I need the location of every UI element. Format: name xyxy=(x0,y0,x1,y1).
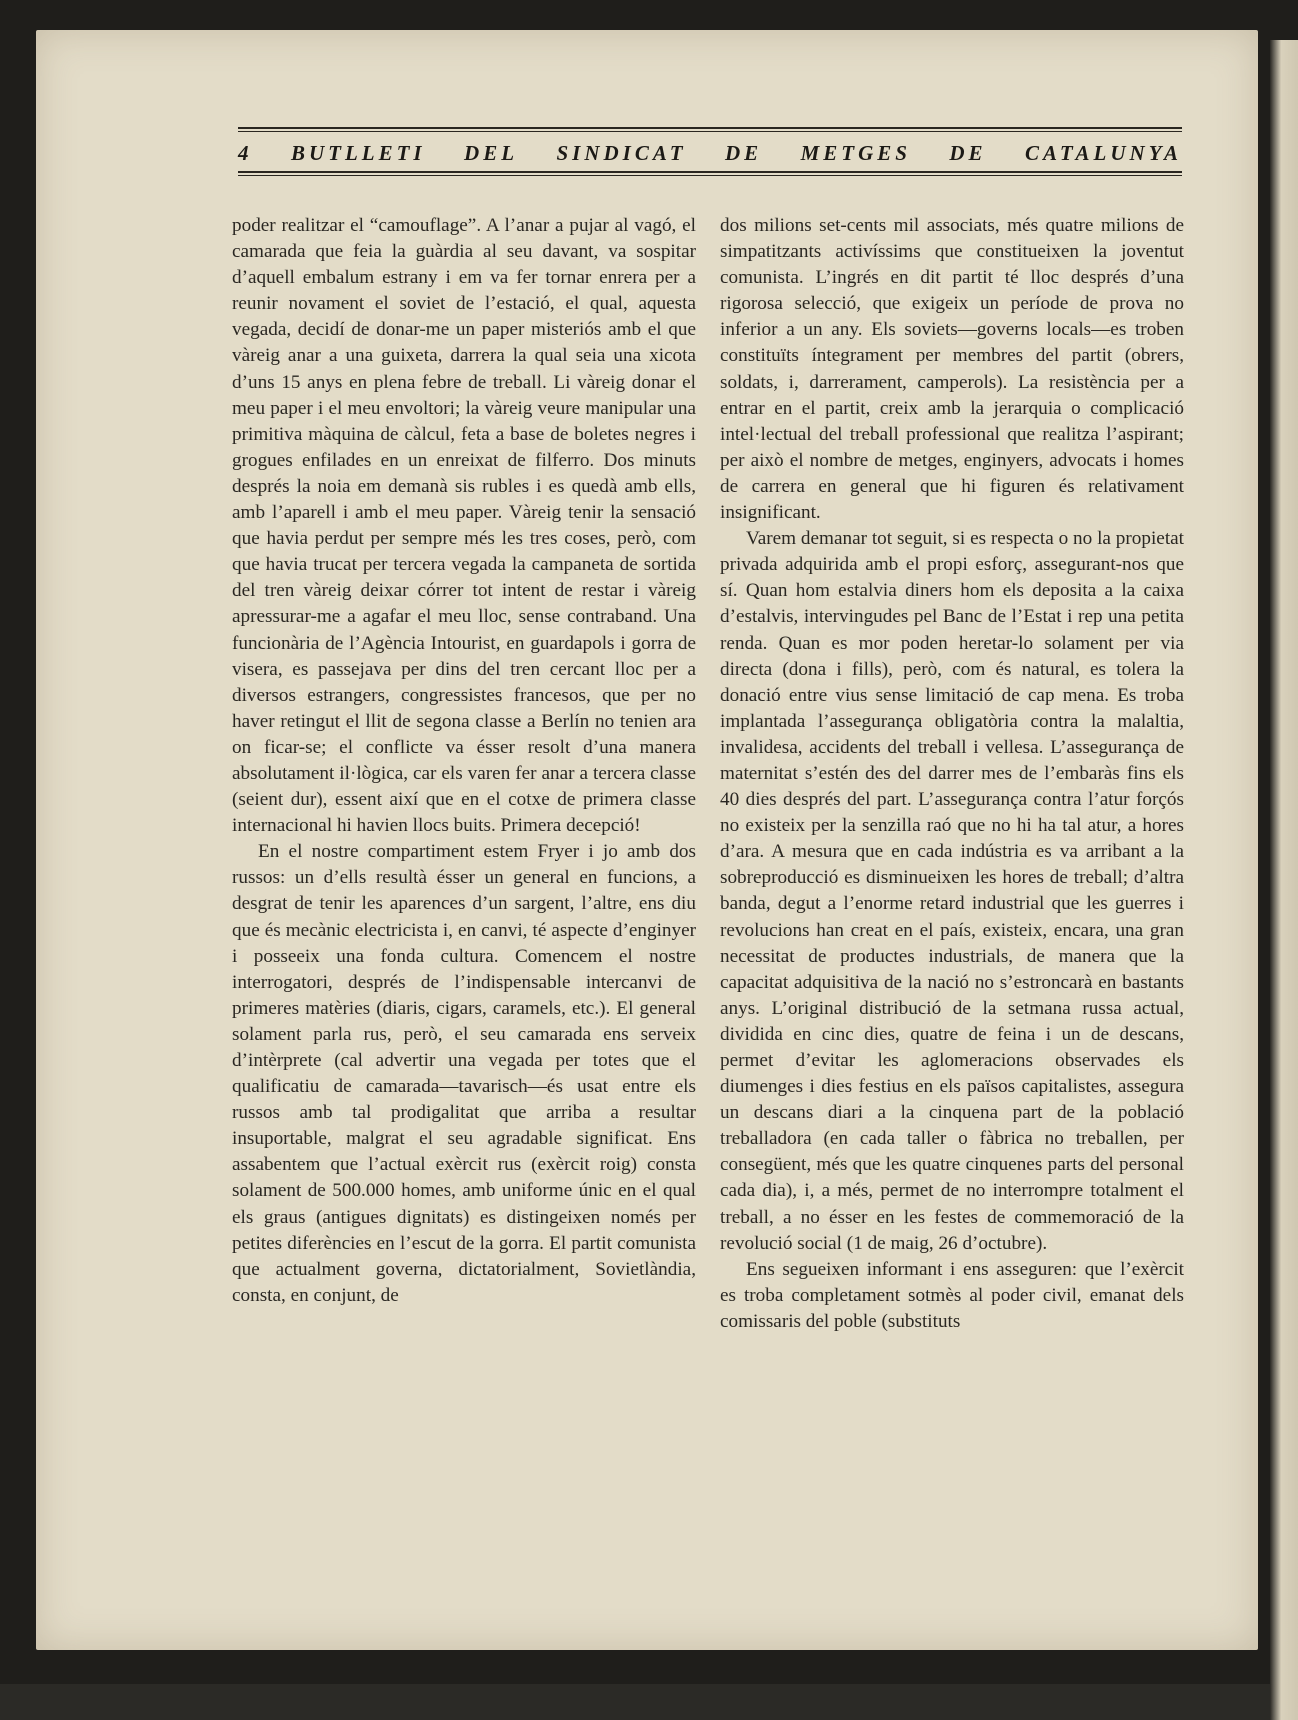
header-rule-bottom-thin xyxy=(238,175,1182,176)
header-word: SINDICAT xyxy=(556,141,687,165)
paragraph: dos milions set-cents mil associats, més quatre milions de simpatitzants activíssims que constitueixen la joventut comunista. L’ingrés en dit partit té lloc després d’una rigorosa selecció, que exigeix un període de prova no inferior a un any. Els soviets—governs locals—es troben constituïts íntegrament per membres del partit (obrers, soldats, i, darrerament, camperols). La resistència per a entrar en el partit, creix amb la jerarquia o complicació intel·lectual del treball professional que realitza l’aspirant; per això el nombre de metges, enginyers, advocats i homes de carrera en general que hi figuren és relativament insignificant. xyxy=(720,215,1184,524)
header-rule-bottom xyxy=(238,171,1182,173)
header-word: BUTLLETI xyxy=(290,141,426,165)
page-number: 4 xyxy=(238,141,253,165)
header-word: DE xyxy=(724,141,763,165)
running-header xyxy=(238,127,1182,181)
header-rule-top xyxy=(238,127,1182,129)
left-column xyxy=(232,213,696,1335)
next-page-edge xyxy=(1270,40,1298,1720)
header-word: DEL xyxy=(464,141,519,165)
paragraph: En el nostre compartiment estem Fryer i jo amb dos russos: un d’ells resultà ésser un general en funcions, a desgrat de tenir les aparences d’un sargent, l’altre, ens diu que és mecànic electricista i, en canvi, té aspecte d’enginyer i posseeix una fonda cultura. Comencem el nostre interrogatori, després de l’indispensable intercanvi de primeres matèries (diaris, cigars, caramels, etc.). El general solament parla rus, però, el seu camarada ens serveix d’intèrprete (cal advertir una vegada per totes que el qualificatiu de camarada—tavarisch—és usat entre els russos amb tal prodigalitat que arriba a resultar insuportable, malgrat el seu agradable significat. Ens assabentem que l’actual exèrcit rus (exèrcit roig) consta solament de 500.000 homes, amb uniforme únic en el qual els graus (antigues dignitats) es distingeixen només per petites diferències en l’escut de la gorra. El partit comunista que actualment governa, dictatorialment, Sovietlàndia, consta, en conjunt, de xyxy=(232,841,696,1306)
header-word: METGES xyxy=(800,141,911,165)
header-rule-top-thin xyxy=(238,131,1182,132)
paragraph: Varem demanar tot seguit, si es respecta o no la propietat privada adquirida amb el propi esforç, assegurant-nos que sí. Quan hom estalvia diners hom els deposita a la caixa d’estalvis, intervingudes pel Banc de l’Estat i rep una petita renda. Quan es mor poden heretar-lo solament per via directa (dona i fills), però, com és natural, es tolera la donació entre vius sense limitació de cap mena. Es troba implantada l’assegurança obligatòria contra la malaltia, invalidesa, accidents del treball i vellesa. L’assegurança de maternitat s’estén des del darrer mes de l’embaràs fins els 40 dies després del part. L’assegurança contra l’atur forçós no existeix per la senzilla raó que no hi ha tal atur, a hores d’ara. A mesura que en cada indústria es va arribant a la sobreproducció es disminueixen les hores de treball; d’altra banda, degut a l’enorme retard industrial que les guerres i revolucions han creat en el país, existeix, encara, una gran necessitat de productes industrials, de manera que la capacitat adquisitiva de la nació no s’estroncarà en bastants anys. L’original distribució de la setmana russa actual, dividida en cinc dies, quatre de feina i un de descans, permet d’evitar les aglomeracions observades els diumenges i dies festius en els països capitalistes, assegura un descans diari a la cinquena part de la població treballadora (en cada taller o fàbrica no treballen, per consegüent, més que les quatre cinquenes parts del personal cada dia), i, a més, permet de no interrompre totalment el treball, a no ésser en les festes de commemoració de la revolució social (1 de maig, 26 d’octubre). xyxy=(720,528,1184,1254)
header-word: DE xyxy=(949,141,987,165)
article-body xyxy=(232,213,1184,1335)
header-word: CATALUNYA xyxy=(1025,141,1182,165)
right-column xyxy=(720,213,1184,1335)
paragraph: poder realitzar el “camouflage”. A l’anar a pujar al vagó, el camarada que feia la guàrdia al seu davant, va sospitar d’aquell embalum estrany i em va fer tornar enrera per a reunir novament el soviet de l’estació, el qual, aquesta vegada, decidí de donar-me un paper misteriós amb el que vàreig anar a una guixeta, darrera la qual seia una xicota d’uns 15 anys en plena febre de treball. Li vàreig donar el meu paper i el meu envoltori; la vàreig veure manipular una primitiva màquina de càlcul, feta a base de boletes negres i grogues enfilades en un enreixat de filferro. Dos minuts després la noia em demanà sis rubles i es quedà amb ells, amb l’aparell i amb el meu paper. Vàreig tenir la sensació que havia perdut per sempre més les tres coses, però, com que havia trucat per tercera vegada la campaneta de sortida del tren vàreig deixar córrer tot intent de restar i vàreig apressurar-me a agafar el meu lloc, sense contraband. Una funcionària de l’Agència Intourist, en guardapols i gorra de visera, es passejava per dins del tren cercant lloc per a diversos estrangers, congressistes francesos, que per no haver retingut el llit de segona classe a Berlín no tenien ara on ficar-se; el conflicte va ésser resolt d’una manera absolutament il·lògica, car els varen fer anar a tercera classe (seient dur), essent així que en el cotxe de primera classe internacional hi havien llocs buits. Primera decepció! xyxy=(232,215,696,837)
paragraph: Ens segueixen informant i ens asseguren: que l’exèrcit es troba completament sotmès al poder civil, emanat dels comissaris del poble (substituts xyxy=(720,1258,1184,1332)
header-title xyxy=(238,139,1182,167)
